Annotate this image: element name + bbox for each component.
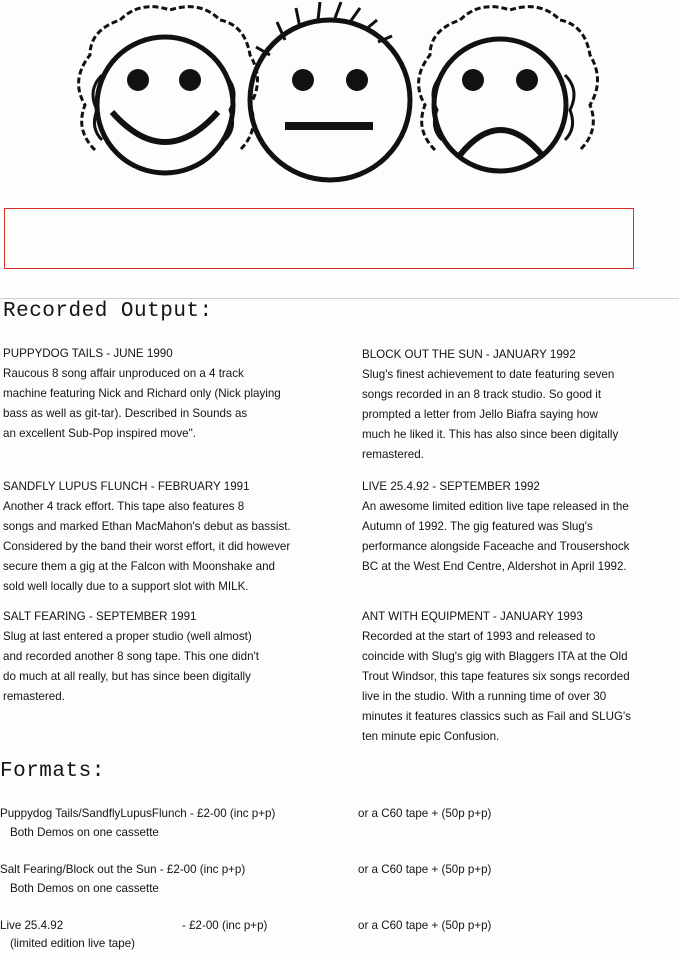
release-text: Autumn of 1992. The gig featured was Slug's — [362, 520, 593, 533]
neutral-face-icon — [250, 2, 410, 180]
format-name: Salt Fearing/Block out the Sun — [0, 863, 157, 876]
release-text: Another 4 track effort. This tape also features 8 — [3, 500, 245, 513]
recorded-output-heading: Recorded Output: — [3, 300, 213, 323]
format-row — [0, 863, 245, 876]
release-text: remastered. — [362, 448, 424, 461]
release-title: PUPPYDOG TAILS - JUNE 1990 — [3, 347, 173, 360]
release-title: SALT FEARING - SEPTEMBER 1991 — [3, 610, 197, 623]
release-title: ANT WITH EQUIPMENT - JANUARY 1993 — [362, 610, 583, 623]
release-text: machine featuring Nick and Richard only (Nick playing — [3, 387, 281, 400]
release-text: An awesome limited edition live tape released in the — [362, 500, 629, 513]
release-text: Slug at last entered a proper studio (well almost) — [3, 630, 252, 643]
formats-heading: Formats: — [0, 760, 105, 783]
release-text: prompted a letter from Jello Biafra saying how — [362, 408, 598, 421]
format-price: - £2-00 (inc p+p) — [189, 807, 276, 820]
release-text: BC at the West End Centre, Aldershot in April 1992. — [362, 560, 627, 573]
release-text: Recorded at the start of 1993 and released to — [362, 630, 596, 643]
release-text: secure them a gig at the Falcon with Moonshake and — [3, 560, 275, 573]
divider — [0, 298, 679, 299]
release-entry — [362, 477, 679, 577]
release-text: bass as well as git-tar). Described in Sounds as — [3, 407, 248, 420]
release-entry — [3, 344, 323, 444]
format-name: Live 25.4.92 — [0, 919, 64, 932]
format-row — [0, 807, 275, 820]
release-text: and recorded another 8 song tape. This one didn't — [3, 650, 259, 663]
release-text: do much at all really, but has since been digitally — [3, 670, 251, 683]
format-name: Puppydog Tails/SandflyLupusFlunch — [0, 807, 187, 820]
release-entry — [362, 607, 679, 747]
format-alt: or a C60 tape + (50p p+p) — [358, 807, 492, 820]
release-title: BLOCK OUT THE SUN - JANUARY 1992 — [362, 348, 576, 361]
format-price: - £2-00 (inc p+p) — [182, 919, 268, 932]
release-entry — [362, 345, 679, 465]
release-text: Considered by the band their worst effort, it did however — [3, 540, 291, 553]
release-text: Slug's finest achievement to date featuring seven — [362, 368, 615, 381]
faces-illustration — [40, 0, 620, 200]
release-text: live in the studio. With a running time of over 30 — [362, 690, 607, 703]
format-alt: or a C60 tape + (50p p+p) — [358, 919, 492, 932]
release-text: songs recorded in an 8 track studio. So good it — [362, 388, 602, 401]
release-text: Raucous 8 song affair unproduced on a 4 track — [3, 367, 244, 380]
format-note: Both Demos on one cassette — [10, 826, 159, 839]
release-text: performance alongside Faceache and Trousershock — [362, 540, 630, 553]
format-price: - £2-00 (inc p+p) — [159, 863, 246, 876]
release-title: SANDFLY LUPUS FLUNCH - FEBRUARY 1991 — [3, 480, 250, 493]
empty-red-box — [4, 208, 634, 269]
format-note: (limited edition live tape) — [10, 937, 136, 950]
release-text: minutes it features classics such as Fail and SLUG's — [362, 710, 631, 723]
release-text: songs and marked Ethan MacMahon's debut as bassist. — [3, 520, 291, 533]
release-title: LIVE 25.4.92 - SEPTEMBER 1992 — [362, 480, 540, 493]
format-note: Both Demos on one cassette — [10, 882, 159, 895]
release-text: ten minute epic Confusion. — [362, 730, 500, 743]
release-text: sold well locally due to a support slot with MILK. — [3, 580, 249, 593]
release-text: coincide with Slug's gig with Blaggers ITA at the Old — [362, 650, 628, 663]
sad-face-icon — [419, 7, 598, 171]
release-text: much he liked it. This has also since been digitally — [362, 428, 619, 441]
format-alt: or a C60 tape + (50p p+p) — [358, 863, 492, 876]
happy-face-icon — [79, 7, 258, 173]
release-text: Trout Windsor, this tape features six songs recorded — [362, 670, 630, 683]
release-text: an excellent Sub-Pop inspired move". — [3, 427, 196, 440]
release-text: remastered. — [3, 690, 65, 703]
release-entry — [3, 607, 323, 707]
release-entry — [3, 477, 323, 597]
